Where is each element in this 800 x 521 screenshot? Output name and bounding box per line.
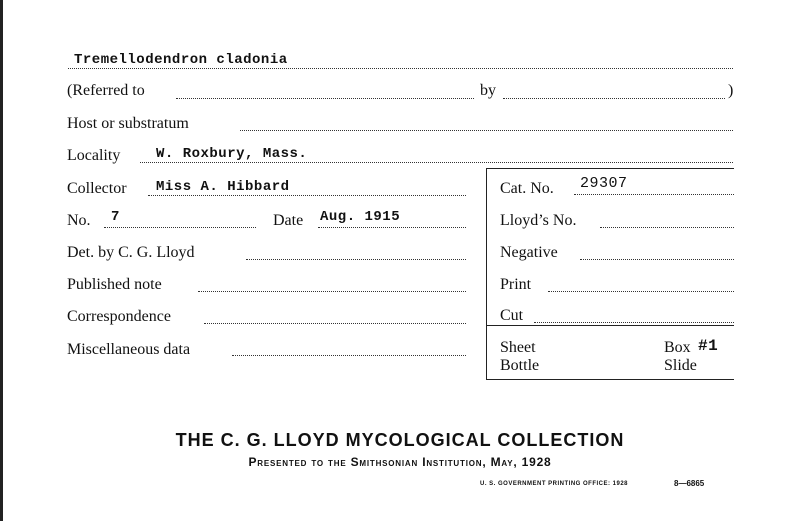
close-paren: ): [728, 82, 734, 99]
published-note-label: Published note: [67, 276, 162, 293]
print-label: Print: [500, 276, 532, 293]
host-label: Host or substratum: [67, 115, 189, 132]
cut-label: Cut: [500, 307, 524, 324]
specimen-name: Tremellodendron cladonia: [74, 52, 288, 68]
no-value: 7: [111, 209, 120, 225]
panel-bottom-border: [486, 379, 734, 380]
collector-line: [148, 195, 466, 196]
miscellaneous-line: [232, 355, 466, 356]
panel-left-border: [486, 168, 487, 380]
cut-separator: [486, 325, 734, 326]
negative-line: [580, 259, 734, 260]
printer-note: U. S. GOVERNMENT PRINTING OFFICE: 1928: [480, 481, 629, 487]
cat-label: Cat. No.: [500, 180, 554, 197]
negative-label: Negative: [500, 244, 558, 261]
by-label: by: [480, 82, 496, 99]
correspondence-label: Correspondence: [67, 308, 171, 325]
host-line: [240, 130, 733, 131]
collection-subtitle: Presented to the Smithsonian Institution, May, 1928: [248, 455, 552, 469]
referred-to-label: (Referred to: [67, 82, 145, 99]
no-label: No.: [67, 212, 91, 229]
box-value: #1: [698, 337, 719, 355]
box-label: Box: [664, 339, 691, 356]
date-value: Aug. 1915: [320, 209, 401, 225]
specimen-name-line: [68, 68, 733, 69]
collector-value: Miss A. Hibbard: [156, 179, 290, 195]
sheet-label: Sheet: [500, 339, 536, 356]
cat-line: [574, 194, 734, 195]
form-number: 8—6865: [674, 479, 705, 488]
date-line: [318, 227, 466, 228]
no-line: [104, 227, 256, 228]
bottle-label: Bottle: [500, 357, 540, 374]
published-note-line: [198, 291, 466, 292]
locality-line: [140, 162, 733, 163]
det-by-label: Det. by C. G. Lloyd: [67, 244, 195, 261]
det-by-line: [246, 259, 466, 260]
date-label: Date: [273, 212, 304, 229]
cat-value: 29307: [580, 175, 628, 192]
collector-label: Collector: [67, 180, 127, 197]
collection-title: THE C. G. LLOYD MYCOLOGICAL COLLECTION: [175, 430, 625, 450]
miscellaneous-label: Miscellaneous data: [67, 341, 191, 358]
print-line: [548, 291, 734, 292]
lloyds-no-line: [600, 227, 734, 228]
referred-to-line: [176, 98, 474, 99]
referred-by-line: [503, 98, 725, 99]
slide-label: Slide: [664, 357, 697, 374]
panel-top-border: [486, 168, 734, 169]
correspondence-line: [204, 323, 466, 324]
locality-label: Locality: [67, 147, 121, 164]
locality-value: W. Roxbury, Mass.: [156, 146, 308, 162]
lloyds-no-label: Lloyd’s No.: [500, 212, 577, 229]
cut-line: [534, 322, 734, 323]
